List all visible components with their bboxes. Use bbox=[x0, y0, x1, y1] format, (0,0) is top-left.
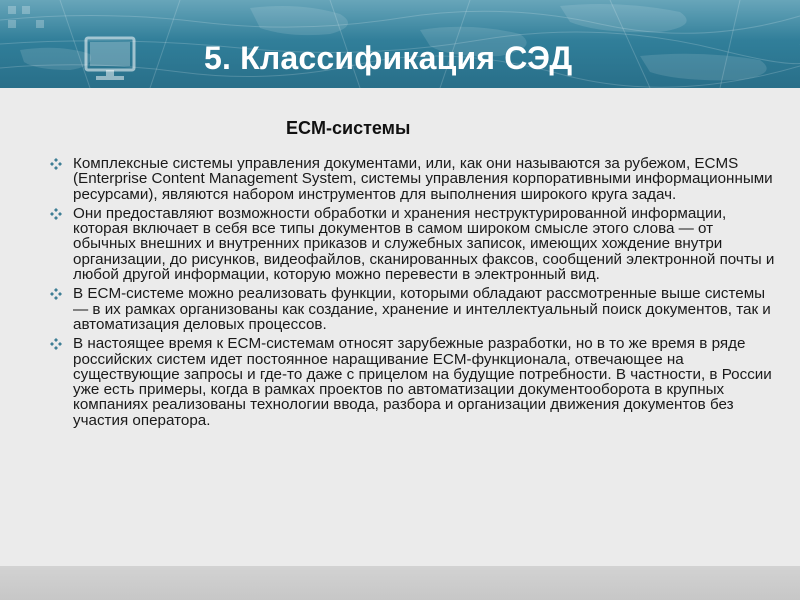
diamond-bullet-icon bbox=[50, 288, 62, 300]
bullet-list bbox=[50, 156, 780, 432]
bullet-item-4 bbox=[50, 336, 780, 428]
header-banner bbox=[0, 0, 800, 88]
bullet-text: Они предоставляют возможности обработки и хранения неструктурированной информации, которая включает в себя все типы документов в самом широком смысле этого слова — от обычных внешних и внутренних приказов и служебных записок, имеющих хождение внутри организации, до рисунков, видеофайлов, сканированных факсов, сообщений электронной почты и любой другой информации, которую можно перевести в электронный вид. bbox=[73, 204, 775, 284]
bullet-item-2 bbox=[50, 206, 780, 282]
header-highlight bbox=[0, 0, 800, 40]
bullet-text: В настоящее время к ECM-системам относят зарубежные разработки, но в то же время в ряде российских систем идет постоянное наращивание ECM-функционала, отвечающее на существующие запросы и где-то даже с прицелом на будущие потребности. В частности, в России уже есть примеры, когда в рамках проектов по автоматизации документооборота в крупных компаниях реализованы технологии ввода, разбора и организации движения документов без участия оператора. bbox=[73, 335, 772, 429]
diamond-bullet-icon bbox=[50, 158, 62, 170]
footer-band bbox=[0, 566, 800, 600]
bullet-text: В ECM-системе можно реализовать функции, которыми обладают рассмотренные выше системы — в их рамках организованы как создание, хранение и интеллектуальный поиск документов, так и автоматизация деловых процессов. bbox=[73, 285, 771, 333]
computer-monitor-icon bbox=[80, 36, 140, 82]
slide-subtitle: ECM-системы bbox=[286, 118, 411, 138]
bullet-item-3 bbox=[50, 286, 780, 332]
diamond-bullet-icon bbox=[50, 208, 62, 220]
diamond-bullet-icon bbox=[50, 338, 62, 350]
bullet-item-1 bbox=[50, 156, 780, 202]
bullet-text: Комплексные системы управления документами, или, как они называются за рубежом, ECMS (Enterprise Content Management System, системы управления корпоративными информационными ресурсами), являются набором инструментов для выполнения широкого круга задач. bbox=[73, 155, 773, 203]
slide-title: 5. Классификация СЭД bbox=[204, 40, 573, 76]
